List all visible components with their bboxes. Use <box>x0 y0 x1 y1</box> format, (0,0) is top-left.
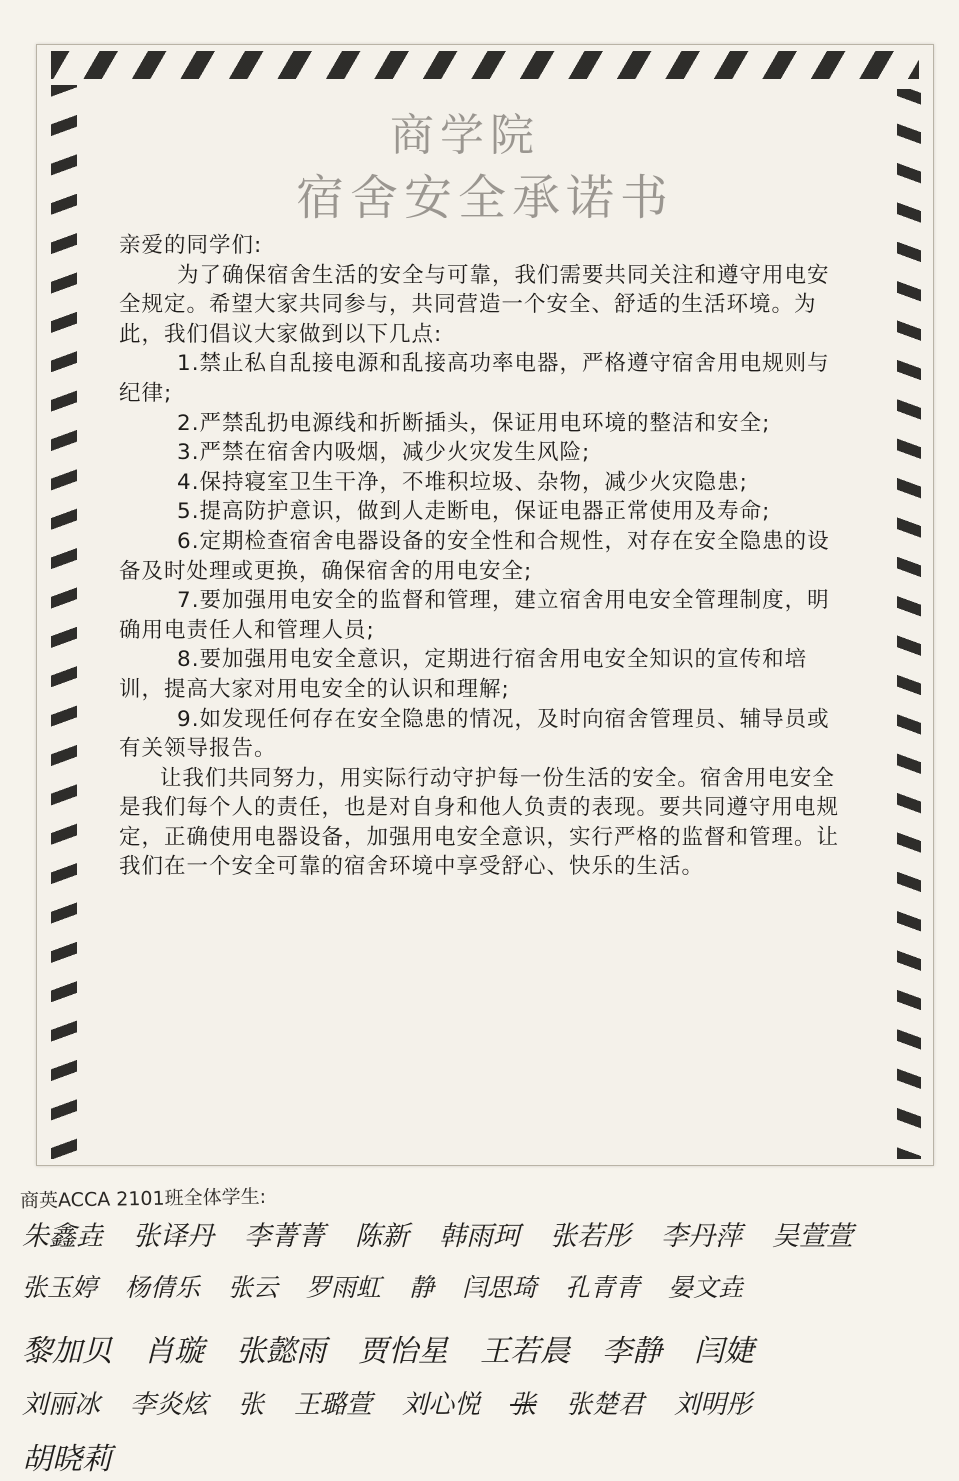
item-8: 8.要加强用电安全意识，定期进行宿舍用电安全知识的宣传和培训，提高大家对用电安全的认识和理解; <box>119 647 808 702</box>
signature: 杨倩乐 <box>125 1273 201 1302</box>
border-stripe-top <box>51 51 919 79</box>
item-5: 5.提高防护意识，做到人走断电，保证电器正常使用及寿命; <box>177 499 771 525</box>
signature: 李炎炫 <box>130 1390 209 1420</box>
salutation: 亲爱的同学们: <box>119 233 263 258</box>
signature: 朱鑫垚 <box>22 1221 103 1252</box>
signature: 罗雨虹 <box>306 1273 382 1302</box>
border-stripe-right <box>897 89 921 1159</box>
signature: 张 <box>238 1390 265 1420</box>
signature: 闫婕 <box>694 1334 754 1369</box>
signature: 王璐萱 <box>294 1390 373 1420</box>
intro-paragraph: 为了确保宿舍生活的安全与可靠，我们需要共同关注和遵守用电安全规定。希望大家共同参与，共同营造一个安全、舒适的生活环境。为此，我们倡议大家做到以下几点: <box>119 262 830 347</box>
signature: 张楚君 <box>566 1390 645 1420</box>
signature-row-3 <box>22 1326 951 1370</box>
signature-header: 商英ACCA 2101班全体学生: <box>19 1185 267 1213</box>
signature-row-4 <box>22 1384 951 1421</box>
signature-row-1 <box>22 1214 951 1253</box>
signature: 韩雨珂 <box>439 1221 520 1252</box>
item-1: 1.禁止私自乱接电源和乱接高功率电器，严格遵守宿舍用电规则与纪律; <box>119 351 830 406</box>
signature: 李丹萍 <box>661 1221 742 1252</box>
signature: 吴萱萱 <box>772 1221 853 1252</box>
signature: 张若彤 <box>550 1221 631 1252</box>
signature: 刘丽冰 <box>22 1390 101 1420</box>
signature: 孔青青 <box>565 1273 641 1302</box>
signature: 陈新 <box>355 1221 409 1252</box>
signature: 贾怡星 <box>358 1334 448 1369</box>
item-9: 9.如发现任何存在安全隐患的情况，及时向宿舍管理员、辅导员或有关领导报告。 <box>119 706 830 762</box>
signature: 胡晓莉 <box>22 1442 112 1477</box>
signature: 李静 <box>602 1334 662 1369</box>
closing-paragraph: 让我们共同努力，用实际行动守护每一份生活的安全。宿舍用电安全是我们每个人的责任，也是对自身和他人负责的表现。要共同遵守用电规定，正确使用电器设备，加强用电安全意识，实行严格的监督和管理。让我们在一个安全可靠的宿舍环境中享受舒心、快乐的生活。 <box>119 765 840 880</box>
border-stripe-left <box>51 85 77 1159</box>
item-4: 4.保持寝室卫生干净，不堆积垃圾、杂物，减少火灾隐患; <box>177 469 748 495</box>
signature: 王若晨 <box>480 1334 570 1369</box>
item-6: 6.定期检查宿舍电器设备的安全性和合规性，对存在安全隐患的设备及时处理或更换，确保宿舍的用电安全; <box>119 528 830 584</box>
signature-area <box>0 1168 959 1481</box>
title-line-1: 商学院 <box>390 110 540 161</box>
signature: 静 <box>409 1273 435 1302</box>
item-7: 7.要加强用电安全的监督和管理，建立宿舍用电安全管理制度，明确用电责任人和管理人员; <box>119 588 830 643</box>
item-3: 3.严禁在宿舍内吸烟，减少火灾发生风险; <box>177 440 591 466</box>
signature: 张懿雨 <box>236 1334 326 1369</box>
letter-sheet <box>36 44 934 1166</box>
signature: 晏文垚 <box>668 1273 744 1302</box>
signature: 黎加贝 <box>22 1334 112 1369</box>
letter-body <box>119 231 849 882</box>
signature: 张译丹 <box>133 1221 214 1252</box>
struck-signature: 张 <box>510 1390 537 1420</box>
item-2: 2.严禁乱扔电源线和折断插头，保证用电环境的整洁和安全; <box>177 410 771 436</box>
signature: 张云 <box>228 1273 279 1302</box>
signature: 李菁菁 <box>244 1221 325 1252</box>
signature-row-5 <box>22 1434 951 1478</box>
signature: 肖璇 <box>144 1334 204 1369</box>
signature: 刘明彤 <box>674 1390 753 1420</box>
title-line-2: 宿舍安全承诺书 <box>295 170 674 226</box>
signature: 刘心悦 <box>402 1390 481 1420</box>
signature: 闫思琦 <box>462 1273 538 1302</box>
signature: 张玉婷 <box>22 1273 98 1302</box>
signature-row-2 <box>22 1268 951 1304</box>
